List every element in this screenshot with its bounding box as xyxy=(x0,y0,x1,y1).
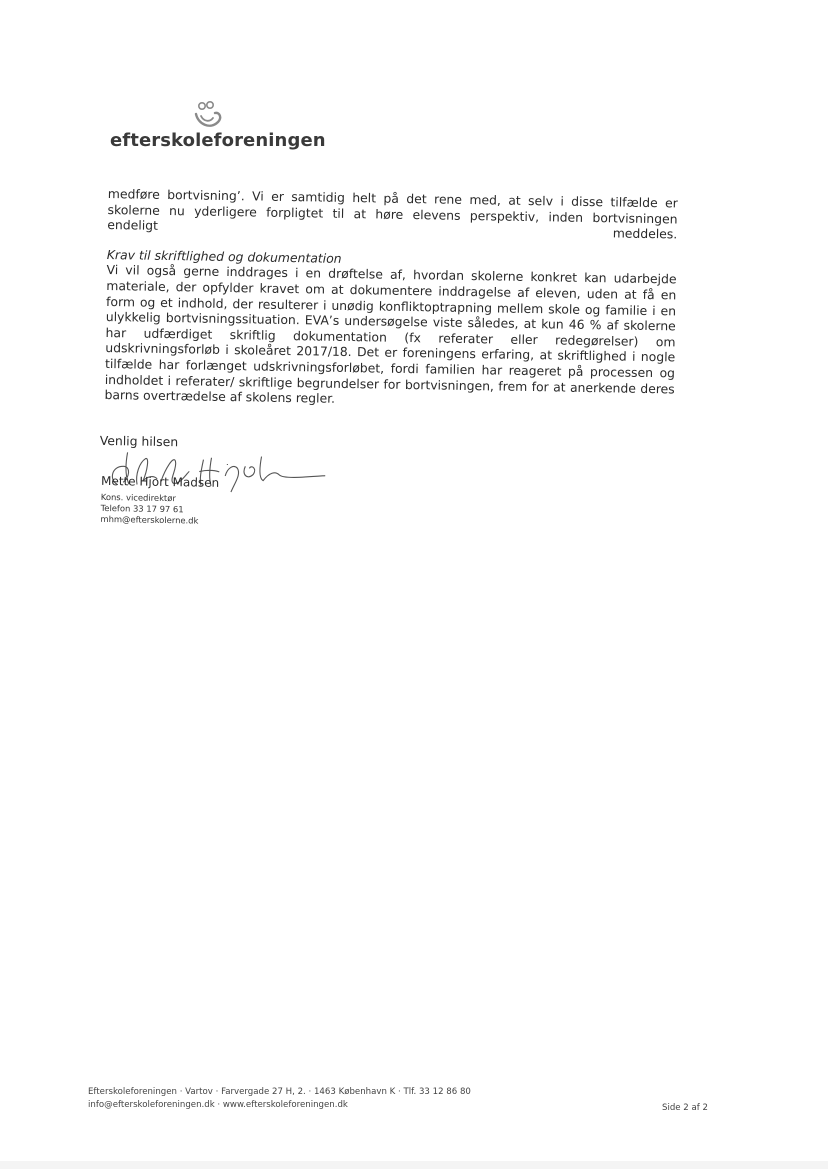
signer-title: Kons. vicedirektør xyxy=(100,491,176,503)
logo-text: efterskoleforeningen xyxy=(110,130,326,151)
letter-body xyxy=(99,186,678,571)
handwritten-signature-icon xyxy=(100,444,344,498)
footer-address: Efterskoleforeningen · Vartov · Farvergade 27 H, 2. · 1463 København K · Tlf. 33 12 86 80 xyxy=(88,1087,471,1097)
logo-mark-icon xyxy=(188,100,228,134)
efterskoleforeningen-logo xyxy=(110,100,330,160)
paragraph-2: Vi vil også gerne inddrages i en drøftelse af, hvordan skolerne konkret kan udarbejde materiale, der opfylder kravet om at dokumentere inddragelse af eleven, uden at få en form og et indhold, der resulterer i unødig konfliktoptrapning mellem skole og familie i en ulykkelig bortvisningssituation. EVA’s undersøgelse viste således, at kun 46 % af skolerne har udfærdiget skriftlig dokumentation (fx referater eller redegørelser) om udskrivningsforløb i skoleåret 2017/18. Det er foreningens erfaring, at skriftlighed i nogle tilfælde har forlænget udskrivningsforløbet, fordi familien har reageret på processen og indholdet i referater/ skriftlige begrundelser for bortvisningen, frem for at anerkende deres barns overtrædelse af skolens regler. xyxy=(104,262,677,406)
scan-edge xyxy=(0,1161,828,1169)
closing-greeting: Venlig hilsen xyxy=(99,432,179,449)
signer-email: mhm@efterskolerne.dk xyxy=(100,513,199,526)
signer-phone: Telefon 33 17 97 61 xyxy=(100,502,184,515)
page-number: Side 2 af 2 xyxy=(661,1103,708,1113)
signature-block xyxy=(102,452,674,571)
signer-name: Mette Hjort Madsen xyxy=(100,473,220,490)
section-heading: Krav til skriftlighed og dokumentation xyxy=(106,246,342,266)
paragraph-1: medføre bortvisning’. Vi er samtidig helt på det rene med, at selv i disse tilfælde er skolerne nu yderligere forpligtet til at høre elevens perspektiv, inden bortvisningen endeligt meddeles. xyxy=(107,186,678,242)
footer-contact: info@efterskoleforeningen.dk · www.efterskoleforeningen.dk xyxy=(88,1100,348,1110)
